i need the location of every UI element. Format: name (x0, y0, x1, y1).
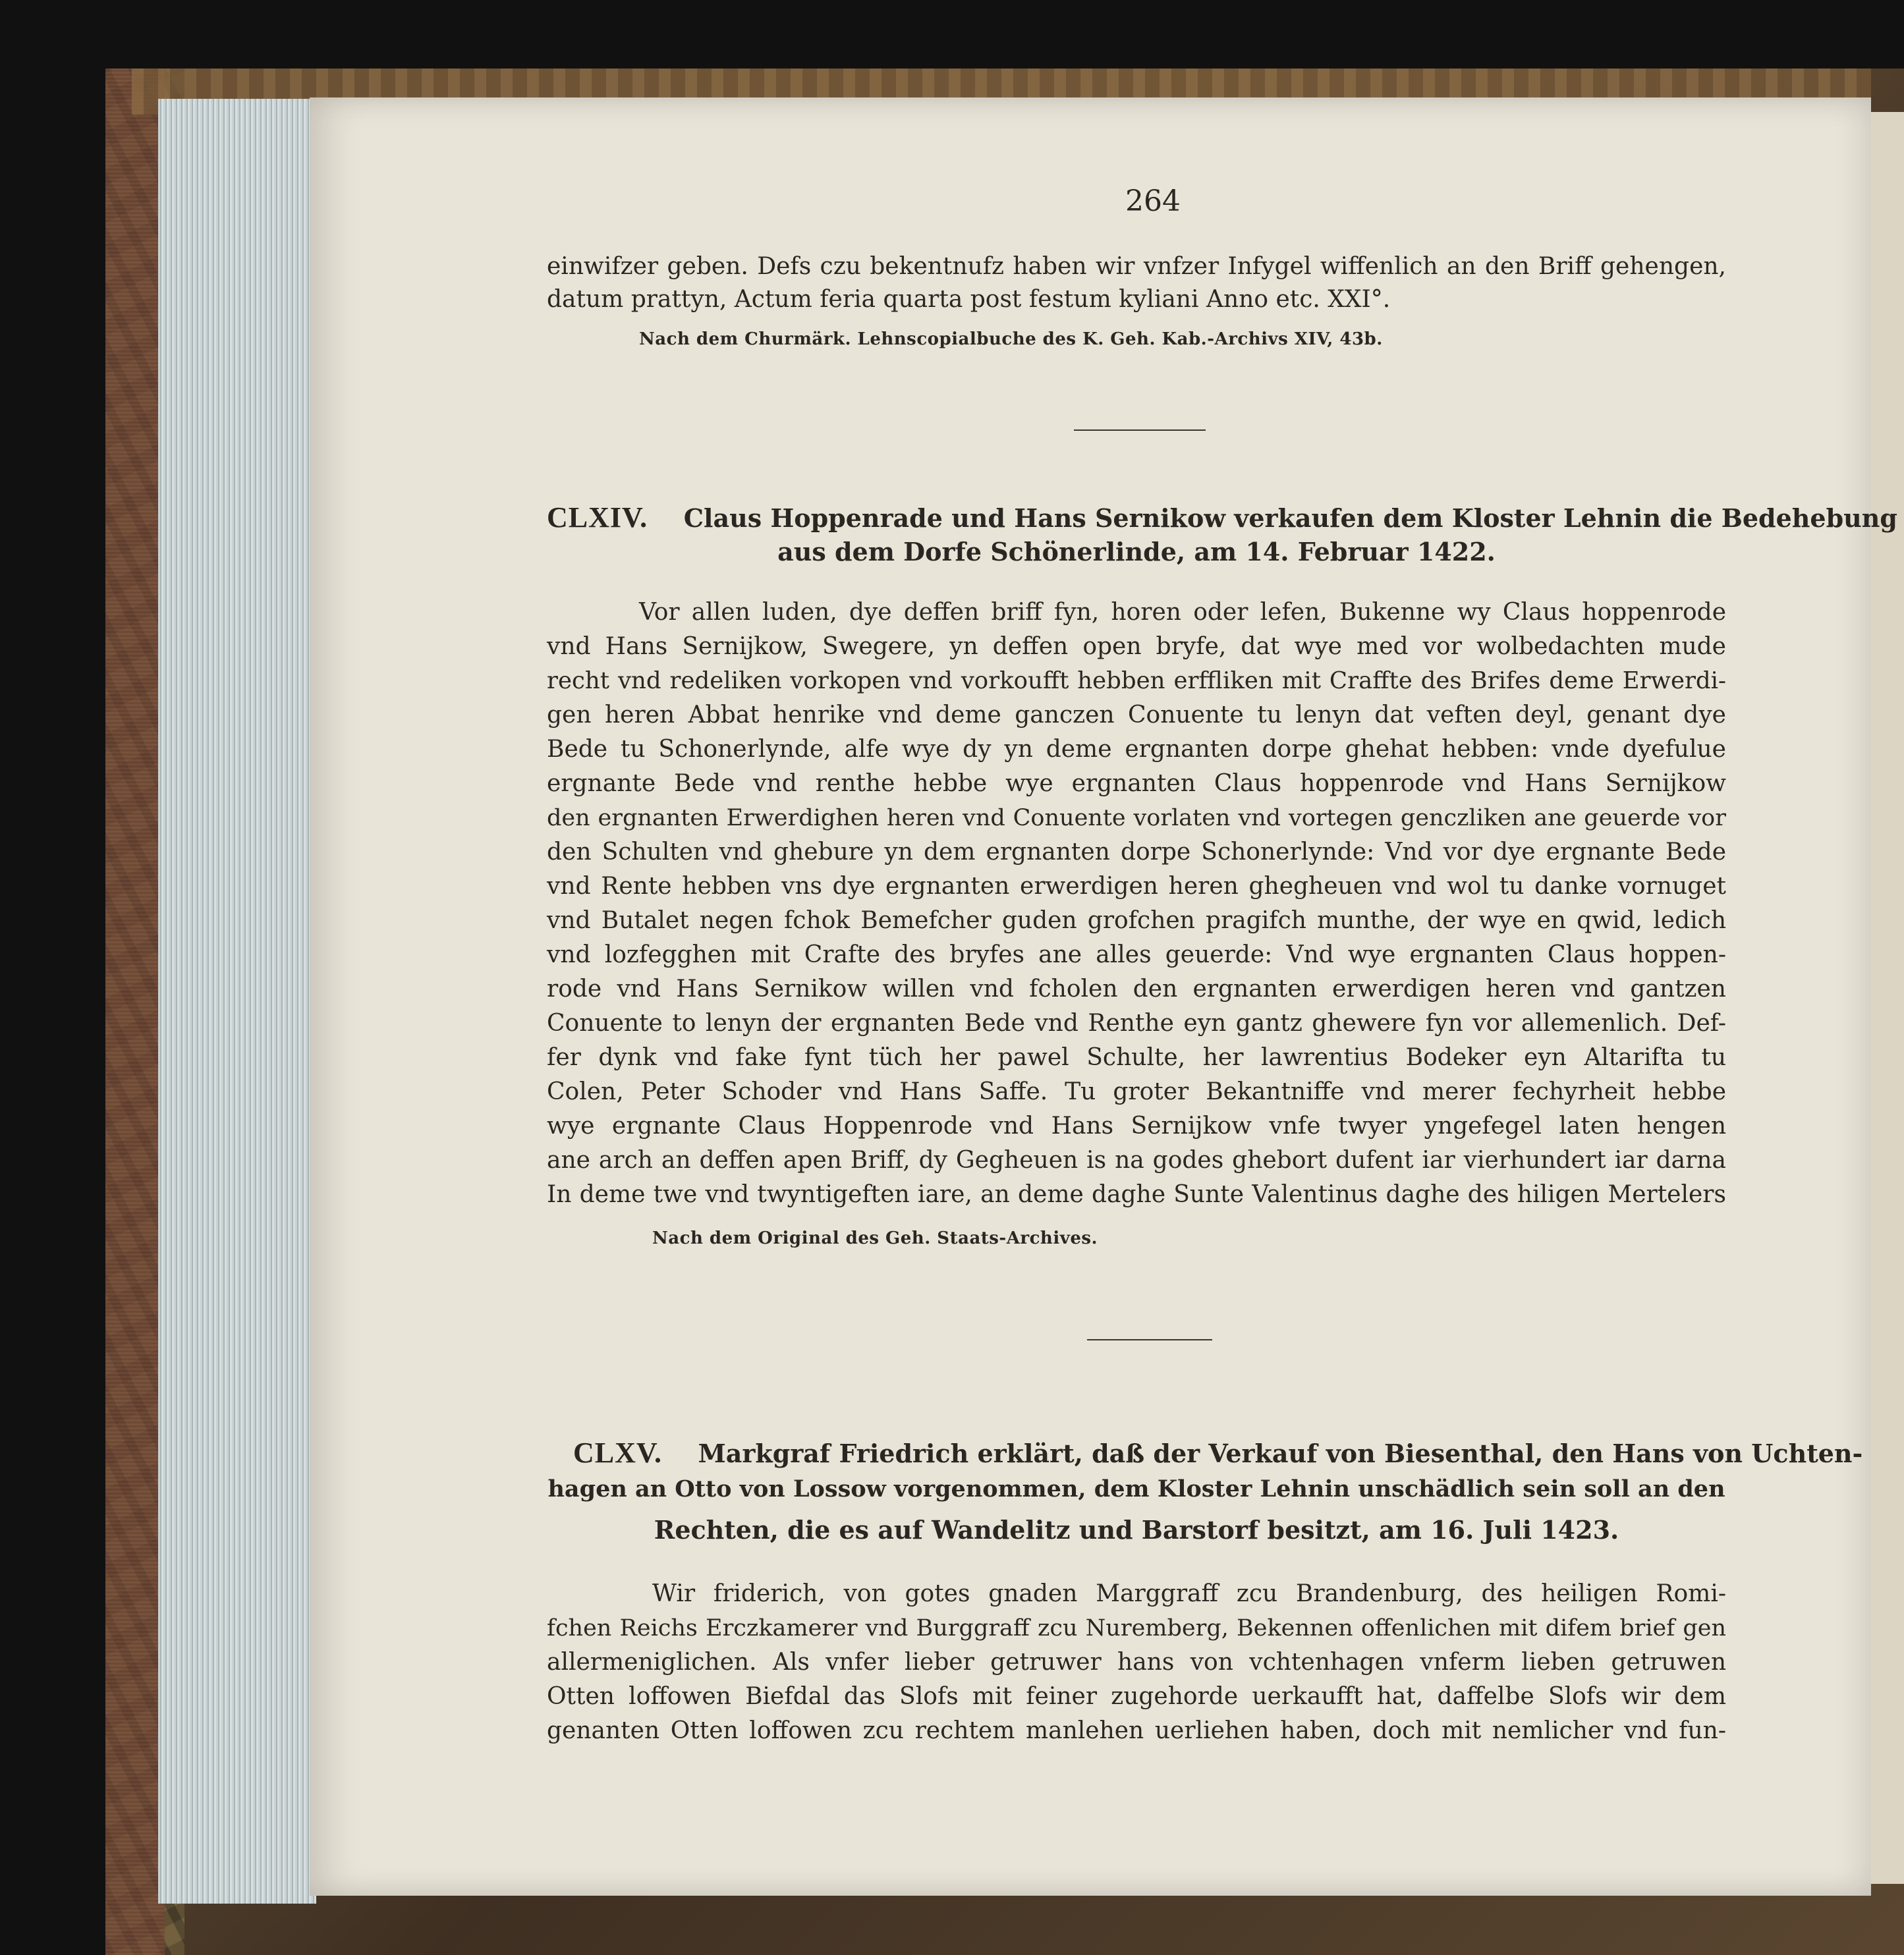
section-number: CLXV. (573, 1437, 663, 1469)
body-line: In deme twe vnd twyntigeften iare, an deme daghe Sunte Valentinus daghe des hiligen Mertelers (547, 1181, 1726, 1208)
body-line: recht vnd redeliken vorkopen vnd vorkoufft hebben erffliken mit Craffte des Brifes deme Erwerdi- (547, 667, 1726, 694)
section-title-line-3: Rechten, die es auf Wandelitz und Barstorf besitzt, am 16. Juli 1423. (654, 1515, 1619, 1545)
intro-source-note: Nach dem Churmärk. Lehnscopialbuche des K. Geh. Kab.-Archivs XIV, 43b. (639, 329, 1383, 349)
body-line: ergnante Bede vnd renthe hebbe wye ergnanten Claus hoppenrode vnd Hans Sernijkow (547, 770, 1726, 797)
body-line: gen heren Abbat henrike vnd deme ganczen Conuente tu lenyn dat veften deyl, genant dye (547, 702, 1726, 729)
body-line: fchen Reichs Erczkamerer vnd Burggraff zcu Nuremberg, Bekennen offenlichen mit difem brief gen (547, 1615, 1726, 1641)
section-number: CLXIV. (547, 501, 648, 534)
section-divider (1074, 429, 1206, 431)
section-title-line-1: Markgraf Friedrich erklärt, daß der Verkauf von Biesenthal, den Hans von Uchten- (698, 1439, 1863, 1468)
body-line: vnd Butalet negen fchok Bemefcher guden grofchen pragifch munthe, der wye en qwid, ledich (547, 907, 1726, 934)
page-number: 264 (1125, 184, 1181, 218)
section-heading (573, 1436, 1862, 1470)
body-line: vnd Rente hebben vns dye ergnanten erwerdigen heren ghegheuen vnd wol tu danke vornuget (547, 873, 1726, 900)
body-line: Bede tu Schonerlynde, alfe wye dy yn deme ergnanten dorpe ghehat hebben: vnde dyefulue (547, 736, 1726, 763)
section-divider (1087, 1339, 1212, 1340)
body-line: rode vnd Hans Sernikow willen vnd fcholen den ergnanten erwerdigen heren vnd gantzen (547, 976, 1726, 1003)
body-line: Colen, Peter Schoder vnd Hans Saffe. Tu groter Bekantniffe vnd merer fechyrheit hebbe (547, 1078, 1726, 1105)
spine-cloth (105, 69, 165, 1955)
intro-line: einwifzer geben. Defs czu bekentnufz haben wir vnfzer Infygel wiffenlich an den Briff gehengen, (547, 253, 1726, 280)
body-line: wye ergnante Claus Hoppenrode vnd Hans Sernijkow vnfe twyer yngefegel laten hengen (547, 1113, 1726, 1140)
section-title-line-1: Claus Hoppenrade und Hans Sernikow verkaufen dem Kloster Lehnin die Bedehebung (683, 503, 1898, 533)
body-line: Vor allen luden, dye deffen briff fyn, horen oder lefen, Bukenne wy Claus hoppenrode (639, 599, 1726, 626)
intro-line: datum prattyn, Actum feria quarta post festum kyliani Anno etc. XXI°. (547, 286, 1391, 313)
body-line: den Schulten vnd ghebure yn dem ergnanten dorpe Schonerlynde: Vnd vor dye ergnante Bede (547, 839, 1726, 866)
section-title-line-2: aus dem Dorfe Schönerlinde, am 14. Februar 1422. (777, 537, 1496, 566)
section-title-line-2: hagen an Otto von Lossow vorgenommen, dem Kloster Lehnin unschädlich sein soll an den (547, 1475, 1725, 1502)
body-line: allermeniglichen. Als vnfer lieber getruwer hans von vchtenhagen vnferm lieben getruwen (547, 1649, 1726, 1676)
page-edges (158, 99, 316, 1904)
body-line: Wir friderich, von gotes gnaden Marggraff zcu Brandenburg, des heiligen Romi- (652, 1580, 1726, 1607)
body-line: den ergnanten Erwerdighen heren vnd Conuente vorlaten vnd vortegen genczliken ane geuerde vor (547, 805, 1726, 831)
body-line: ane arch an deffen apen Briff, dy Gegheuen is na godes ghebort dufent iar vierhundert iar darna (547, 1147, 1726, 1174)
section-source-note: Nach dem Original des Geh. Staats-Archives. (652, 1228, 1098, 1248)
body-line: vnd Hans Sernijkow, Swegere, yn deffen open bryfe, dat wye med vor wolbedachten mude (547, 633, 1726, 660)
section-heading (547, 501, 1897, 534)
body-line: Conuente to lenyn der ergnanten Bede vnd Renthe eyn gantz ghewere fyn vor allemenlich. Def- (547, 1010, 1726, 1037)
body-line: vnd lozfegghen mit Crafte des bryfes ane alles geuerde: Vnd wye ergnanten Claus hoppen- (547, 941, 1726, 968)
body-line: genanten Otten loffowen zcu rechtem manlehen uerliehen haben, doch mit nemlicher vnd fun- (547, 1717, 1726, 1744)
body-line: fer dynk vnd fake fynt tüch her pawel Schulte, her lawrentius Bodeker eyn Altarifta tu (547, 1044, 1726, 1071)
body-line: Otten loffowen Biefdal das Slofs mit feiner zugehorde uerkaufft hat, daffelbe Slofs wir dem (547, 1683, 1726, 1710)
